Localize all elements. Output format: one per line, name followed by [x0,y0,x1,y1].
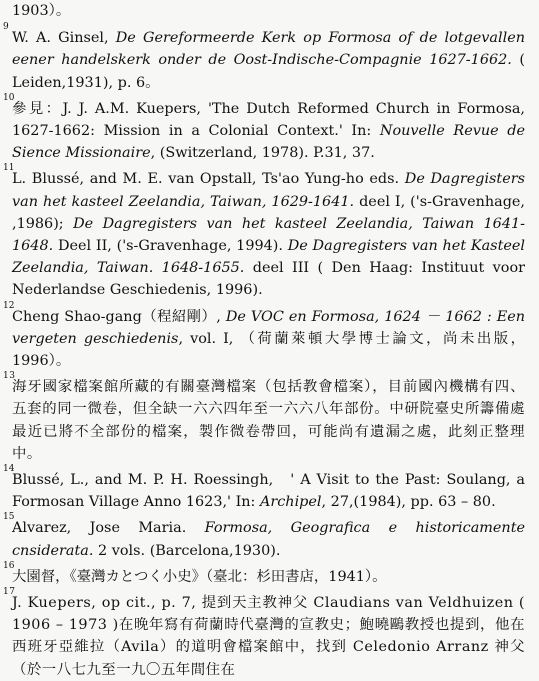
footnote-number: 12 [3,300,15,311]
footnote-text: W. A. Ginsel, [12,30,116,47]
footnote-text: Blussé, L., and M. P. H. Roessingh, ' A Visit to the Past: Soulang, a Formosan Village Anno 1623,' In: [12,472,525,511]
footnote-title: Nouvelle Revue de Sience Missionaire [12,123,525,162]
footnote-text: , (Switzerland, 1978). P.31, 37. [150,145,375,162]
footnote-12 [3,300,525,373]
footnote-text: L. Blussé, and M. E. van Opstall, Ts'ao Yung-ho eds. [12,171,405,188]
footnote-text: 2 vols. (Barcelona,1930). [93,542,281,559]
footnote-number: 13 [3,371,16,382]
footnote-text: ( Leiden,1931), p. 6。 [12,52,525,91]
footnote-number: 17 [3,587,16,598]
footnote-title: Archipel [259,494,322,511]
footnote-text: , 27,(1984), pp. 63 – 80. [321,494,496,511]
footnote-13 [3,371,525,465]
footnote-10 [3,92,525,165]
footnote-number: 9 [3,22,9,33]
footnote-11 [3,163,526,301]
continued-text: 1903）。 [12,3,71,19]
footnote-text: Alvarez, Jose Maria. [12,520,205,537]
footnote-16 [3,560,525,588]
footnote-17 [3,587,525,681]
footnote-number: 14 [3,464,15,475]
footnote-text: , vol. I, （荷蘭萊頓大學博士論文，尚未出版，1996）。 [12,330,525,370]
footnote-number: 11 [3,163,15,174]
footnote-15 [3,512,526,561]
footnote-text: Cheng Shao-gang（程紹剛）, [12,308,226,325]
footnote-title: De Gereformeerde Kerk op Formosa of de lotgevallen eener handelskerk onder de Oost-Indische-Compagnie 1627-1662. [12,30,526,69]
footnote-text: Deel II, ('s-Gravenhage, 1994). [53,238,288,255]
footnote-9 [3,22,526,94]
footnote-title: De Dagregisters van het kasteel Zeelandia, Taiwan 1641-1648. [12,215,525,255]
footnote-title: De Dagregisters van het Kasteel Zeelandia, Taiwan. 1648-1655. [12,238,525,277]
footnote-text: J. Kuepers, op cit., p. 7, 提到天主教神父 Claudians van Veldhuizen ( 1906 – 1973 )在晚年寫有荷蘭時代臺灣的宣教史；鮑曉鷗教授也提到，他在西班牙亞維拉（Avila）的道明會檔案館中，找到 Celedonio Arranz 神父（於一八七九至一九〇五年間住在 [12,595,525,678]
footnote-title: De VOC en Formosa, 1624 － 1662 : Een vergeten geschiedenis [12,308,525,347]
footnote-text: 大園督，《臺灣カとつく小史》（臺北：杉田書店，1941）。 [12,568,387,585]
footnote-number: 15 [3,512,15,523]
footnote-14 [3,464,525,513]
footnote-text: 海牙國家檔案館所藏的有關臺灣檔案（包括教會檔案），目前國內機構有四、五套的同一微卷，但全缺一六六四年至一六六八年部份。中研院臺史所籌備處最近已將不全部份的檔案，製作微卷帶回，可能尚有遺漏之處，此刻正整理中。 [12,379,525,462]
footnote-number: 16 [3,560,15,571]
footnote-number: 10 [3,92,15,103]
footnote-title: Formosa, Geografica e historicamente cnsiderata. [12,520,526,559]
footnote-text: 參見：J. J. A.M. Kuepers, 'The Dutch Reformed Church in Formosa, 1627-1662: Mission in a Colonial Context.' In: [12,100,525,140]
footnote-text: deel III ( Den Haag: Instituut voor Nederlandse Geschiedenis, 1996). [12,260,525,299]
footnote-title: De Dagregisters van het kasteel Zeelandia, Taiwan, 1629-1641. [12,171,525,210]
footnote-text: deel I, ('s-Gravenhage, ,1986); [12,193,526,232]
